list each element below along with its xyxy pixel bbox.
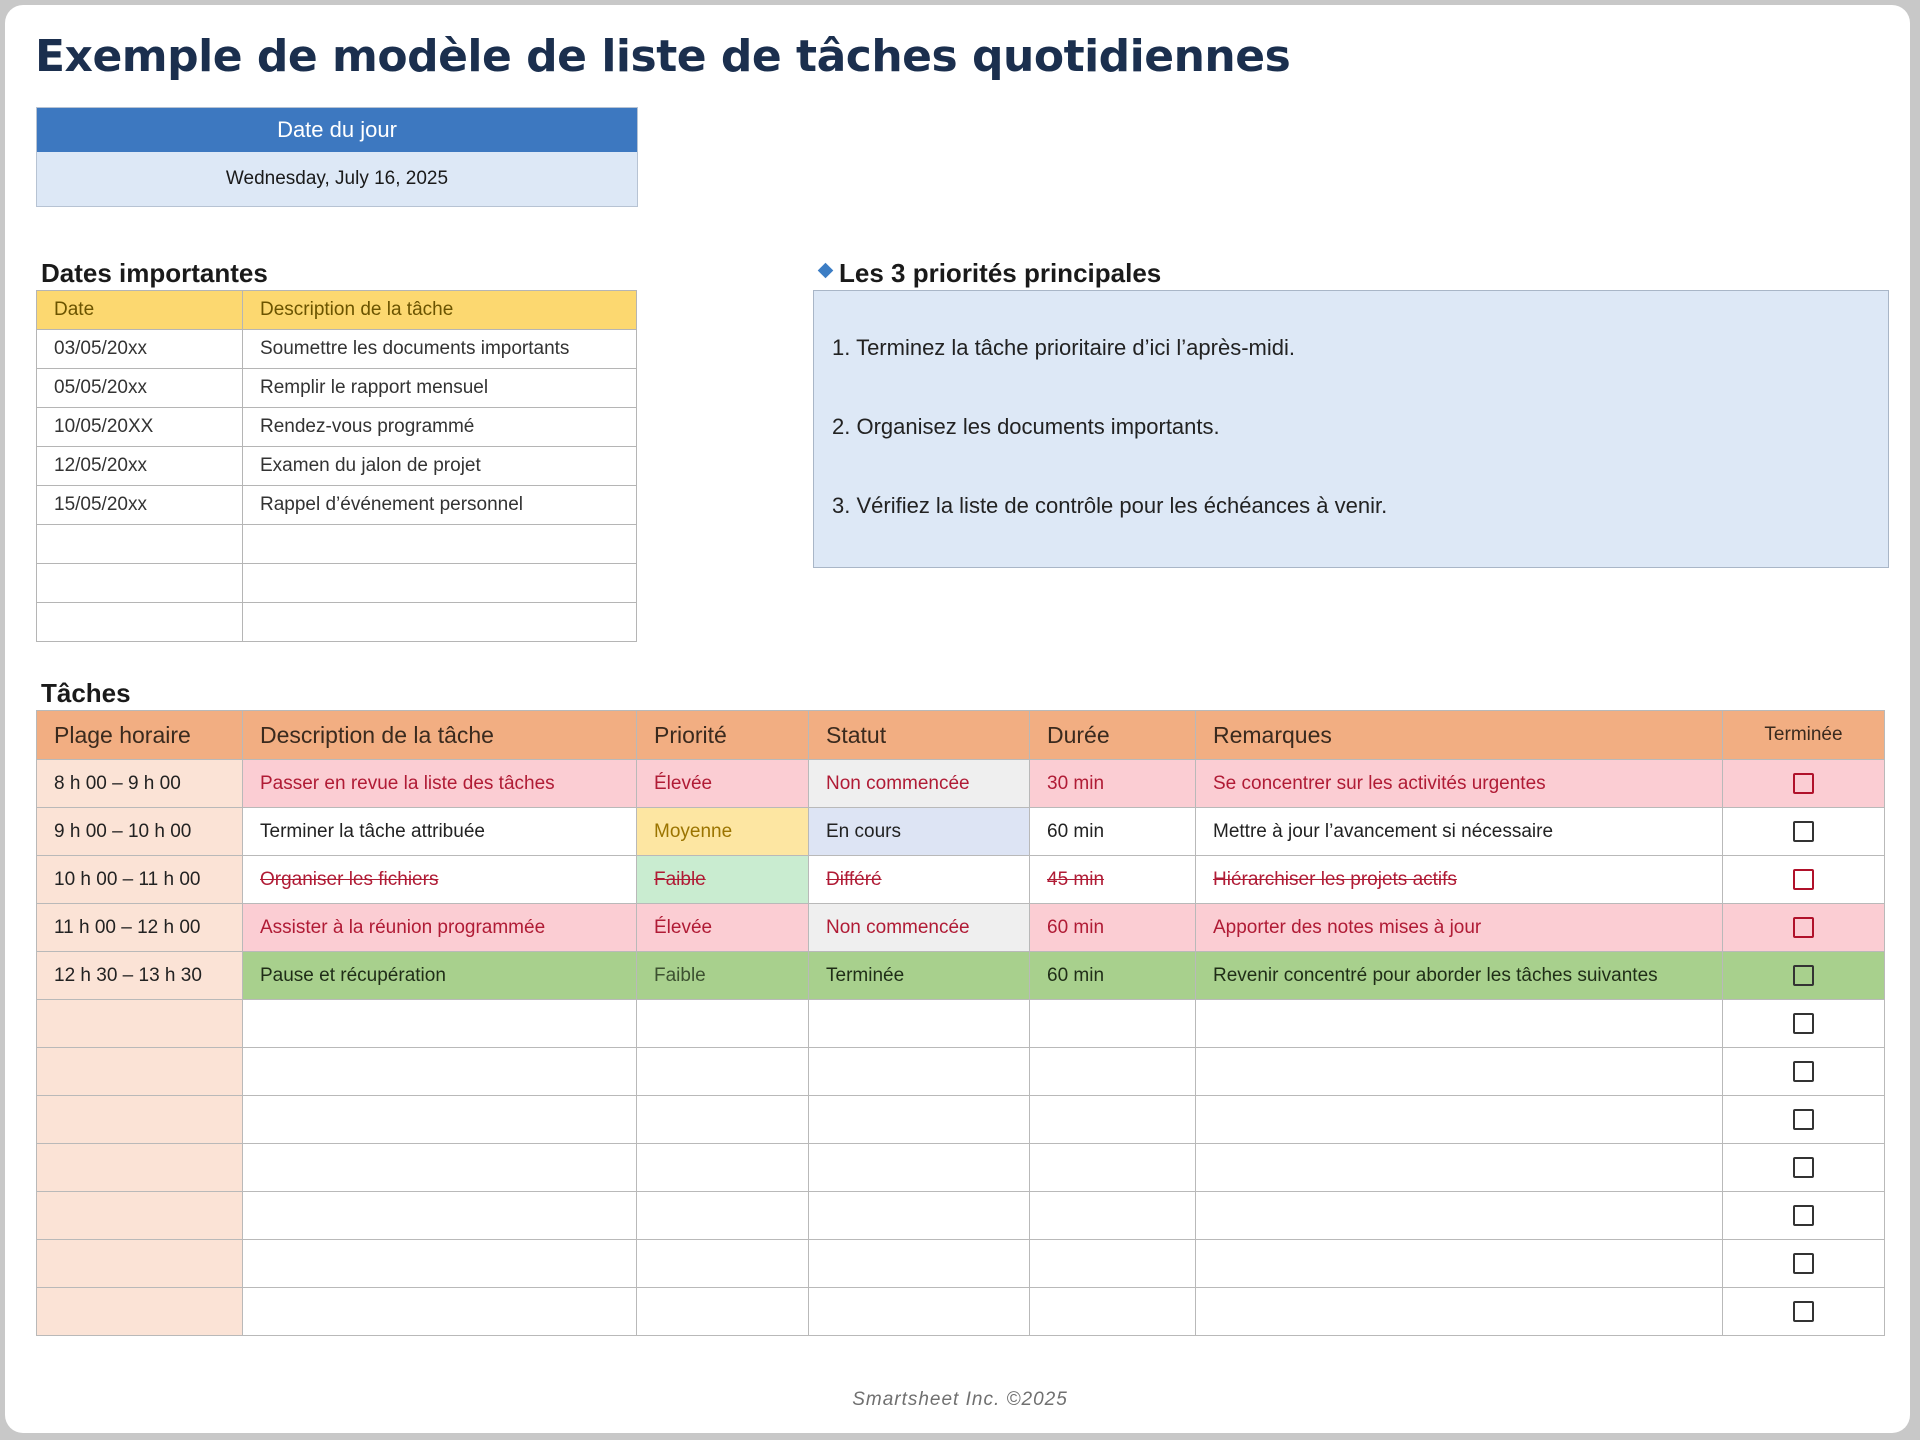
status-cell[interactable]: Différé <box>809 856 1030 904</box>
important-date-cell[interactable] <box>37 603 243 642</box>
tasks-header-cell: Description de la tâche <box>243 711 637 760</box>
task-description-cell[interactable]: Terminer la tâche attribuée <box>243 808 637 856</box>
important-date-row <box>37 486 637 525</box>
task-row <box>37 904 1885 952</box>
status-cell[interactable]: Non commencée <box>809 904 1030 952</box>
tasks-title: Tâches <box>41 678 131 708</box>
important-date-cell[interactable] <box>37 564 243 603</box>
duration-cell[interactable] <box>1030 1288 1196 1336</box>
important-dates-table <box>36 290 637 642</box>
checkbox-icon[interactable] <box>1793 965 1814 986</box>
task-row <box>37 1000 1885 1048</box>
task-description-cell[interactable]: Pause et récupération <box>243 952 637 1000</box>
status-cell[interactable] <box>809 1192 1030 1240</box>
priorities-title <box>820 258 1161 289</box>
priorities-title-text: Les 3 priorités principales <box>839 258 1162 288</box>
task-row <box>37 1240 1885 1288</box>
priority-cell[interactable] <box>637 1048 809 1096</box>
priority-cell[interactable] <box>637 1192 809 1240</box>
time-slot-cell[interactable] <box>37 1288 243 1336</box>
today-date-box <box>36 107 638 207</box>
checkbox-icon[interactable] <box>1793 1109 1814 1130</box>
important-date-row <box>37 369 637 408</box>
tasks-header-cell: Terminée <box>1723 711 1885 760</box>
important-date-row <box>37 525 637 564</box>
checkbox-icon[interactable] <box>1793 1157 1814 1178</box>
important-date-row <box>37 603 637 642</box>
important-date-cell[interactable]: 12/05/20xx <box>37 447 243 486</box>
priority-cell[interactable]: Élevée <box>637 760 809 808</box>
important-date-cell[interactable]: 15/05/20xx <box>37 486 243 525</box>
task-description-cell[interactable] <box>243 1096 637 1144</box>
footer-credit: Smartsheet Inc. ©2025 <box>852 1389 1068 1410</box>
status-cell[interactable] <box>809 1096 1030 1144</box>
task-description-cell[interactable] <box>243 1144 637 1192</box>
priority-cell[interactable] <box>637 1288 809 1336</box>
duration-cell[interactable] <box>1030 1096 1196 1144</box>
checkbox-icon[interactable] <box>1793 1205 1814 1226</box>
time-slot-cell[interactable]: 10 h 00 – 11 h 00 <box>37 856 243 904</box>
important-dates-header-cell: Description de la tâche <box>243 291 637 330</box>
important-date-description-cell[interactable] <box>243 564 637 603</box>
diamond-icon <box>818 263 834 279</box>
important-date-description-cell[interactable]: Rendez-vous programmé <box>243 408 637 447</box>
time-slot-cell[interactable] <box>37 1096 243 1144</box>
notes-cell[interactable] <box>1196 1048 1723 1096</box>
status-cell[interactable] <box>809 1288 1030 1336</box>
important-dates-header-cell: Date <box>37 291 243 330</box>
tasks-header-cell: Plage horaire <box>37 711 243 760</box>
important-dates-header-row <box>37 291 637 330</box>
important-date-row <box>37 330 637 369</box>
notes-cell[interactable]: Se concentrer sur les activités urgentes <box>1196 760 1723 808</box>
priority-cell[interactable]: Faible <box>637 856 809 904</box>
duration-cell[interactable]: 30 min <box>1030 760 1196 808</box>
duration-cell[interactable]: 60 min <box>1030 952 1196 1000</box>
duration-cell[interactable] <box>1030 1192 1196 1240</box>
task-description-cell[interactable]: Assister à la réunion programmée <box>243 904 637 952</box>
duration-cell[interactable] <box>1030 1240 1196 1288</box>
task-row <box>37 952 1885 1000</box>
checkbox-icon[interactable] <box>1793 1061 1814 1082</box>
time-slot-cell[interactable]: 12 h 30 – 13 h 30 <box>37 952 243 1000</box>
task-description-cell[interactable]: Organiser les fichiers <box>243 856 637 904</box>
status-cell[interactable] <box>809 1144 1030 1192</box>
time-slot-cell[interactable] <box>37 1048 243 1096</box>
priority-cell[interactable]: Faible <box>637 952 809 1000</box>
page-title: Exemple de modèle de liste de tâches quotidiennes <box>35 31 1291 82</box>
task-description-cell[interactable] <box>243 1240 637 1288</box>
task-row <box>37 1144 1885 1192</box>
done-cell <box>1723 1288 1885 1336</box>
important-date-row <box>37 447 637 486</box>
notes-cell[interactable]: Hiérarchiser les projets actifs <box>1196 856 1723 904</box>
task-row <box>37 1096 1885 1144</box>
notes-cell[interactable] <box>1196 1096 1723 1144</box>
tasks-header-cell: Statut <box>809 711 1030 760</box>
duration-cell[interactable]: 45 min <box>1030 856 1196 904</box>
important-date-cell[interactable]: 05/05/20xx <box>37 369 243 408</box>
task-description-cell[interactable] <box>243 1000 637 1048</box>
done-cell <box>1723 760 1885 808</box>
duration-cell[interactable] <box>1030 1048 1196 1096</box>
checkbox-icon[interactable] <box>1793 821 1814 842</box>
done-cell <box>1723 952 1885 1000</box>
today-date-label: Date du jour <box>37 108 637 152</box>
notes-cell[interactable]: Apporter des notes mises à jour <box>1196 904 1723 952</box>
done-cell <box>1723 1000 1885 1048</box>
notes-cell[interactable]: Mettre à jour l’avancement si nécessaire <box>1196 808 1723 856</box>
status-cell[interactable]: Terminée <box>809 952 1030 1000</box>
time-slot-cell[interactable]: 11 h 00 – 12 h 00 <box>37 904 243 952</box>
priority-item-1: 1. Terminez la tâche prioritaire d’ici l’après-midi. <box>832 335 1295 360</box>
priorities-box[interactable] <box>813 290 1889 568</box>
important-date-description-cell[interactable]: Rappel d’événement personnel <box>243 486 637 525</box>
checkbox-icon[interactable] <box>1793 869 1814 890</box>
done-cell <box>1723 1048 1885 1096</box>
status-cell[interactable] <box>809 1240 1030 1288</box>
today-date-value[interactable]: Wednesday, July 16, 2025 <box>37 152 637 206</box>
task-description-cell[interactable]: Passer en revue la liste des tâches <box>243 760 637 808</box>
priority-cell[interactable]: Élevée <box>637 904 809 952</box>
priority-cell[interactable] <box>637 1000 809 1048</box>
notes-cell[interactable]: Revenir concentré pour aborder les tâches suivantes <box>1196 952 1723 1000</box>
tasks-header-cell: Durée <box>1030 711 1196 760</box>
time-slot-cell[interactable]: 9 h 00 – 10 h 00 <box>37 808 243 856</box>
notes-cell[interactable] <box>1196 1192 1723 1240</box>
tasks-header-cell: Remarques <box>1196 711 1723 760</box>
priority-cell[interactable] <box>637 1096 809 1144</box>
important-date-description-cell[interactable]: Examen du jalon de projet <box>243 447 637 486</box>
important-date-description-cell[interactable]: Remplir le rapport mensuel <box>243 369 637 408</box>
time-slot-cell[interactable] <box>37 1192 243 1240</box>
task-row <box>37 1192 1885 1240</box>
task-description-cell[interactable] <box>243 1048 637 1096</box>
done-cell <box>1723 904 1885 952</box>
important-dates-title: Dates importantes <box>41 258 268 288</box>
status-cell[interactable]: En cours <box>809 808 1030 856</box>
task-row <box>37 1048 1885 1096</box>
done-cell <box>1723 1192 1885 1240</box>
checkbox-icon[interactable] <box>1793 1301 1814 1322</box>
status-cell[interactable]: Non commencée <box>809 760 1030 808</box>
status-cell[interactable] <box>809 1000 1030 1048</box>
done-cell <box>1723 856 1885 904</box>
checkbox-icon[interactable] <box>1793 1253 1814 1274</box>
priority-item-3: 3. Vérifiez la liste de contrôle pour les échéances à venir. <box>832 493 1388 518</box>
duration-cell[interactable] <box>1030 1000 1196 1048</box>
done-cell <box>1723 1240 1885 1288</box>
priority-item-2: 2. Organisez les documents importants. <box>832 414 1220 439</box>
duration-cell[interactable]: 60 min <box>1030 904 1196 952</box>
done-cell <box>1723 808 1885 856</box>
notes-cell[interactable] <box>1196 1288 1723 1336</box>
checkbox-icon[interactable] <box>1793 917 1814 938</box>
tasks-header-cell: Priorité <box>637 711 809 760</box>
important-date-description-cell[interactable] <box>243 525 637 564</box>
task-row <box>37 1288 1885 1336</box>
checkbox-icon[interactable] <box>1793 1013 1814 1034</box>
task-description-cell[interactable] <box>243 1288 637 1336</box>
done-cell <box>1723 1096 1885 1144</box>
time-slot-cell[interactable] <box>37 1240 243 1288</box>
status-cell[interactable] <box>809 1048 1030 1096</box>
priority-cell[interactable]: Moyenne <box>637 808 809 856</box>
tasks-header-row <box>37 711 1885 760</box>
done-cell <box>1723 1144 1885 1192</box>
important-date-cell[interactable] <box>37 525 243 564</box>
priority-cell[interactable] <box>637 1240 809 1288</box>
priority-cell[interactable] <box>637 1144 809 1192</box>
notes-cell[interactable] <box>1196 1000 1723 1048</box>
important-date-description-cell[interactable]: Soumettre les documents importants <box>243 330 637 369</box>
duration-cell[interactable] <box>1030 1144 1196 1192</box>
time-slot-cell[interactable]: 8 h 00 – 9 h 00 <box>37 760 243 808</box>
important-date-description-cell[interactable] <box>243 603 637 642</box>
important-date-row <box>37 564 637 603</box>
template-sheet <box>5 5 1910 1433</box>
notes-cell[interactable] <box>1196 1144 1723 1192</box>
checkbox-icon[interactable] <box>1793 773 1814 794</box>
important-date-row <box>37 408 637 447</box>
time-slot-cell[interactable] <box>37 1000 243 1048</box>
task-description-cell[interactable] <box>243 1192 637 1240</box>
task-row <box>37 856 1885 904</box>
task-row <box>37 808 1885 856</box>
duration-cell[interactable]: 60 min <box>1030 808 1196 856</box>
important-date-cell[interactable]: 10/05/20XX <box>37 408 243 447</box>
tasks-table <box>36 710 1885 1336</box>
time-slot-cell[interactable] <box>37 1144 243 1192</box>
task-row <box>37 760 1885 808</box>
notes-cell[interactable] <box>1196 1240 1723 1288</box>
important-date-cell[interactable]: 03/05/20xx <box>37 330 243 369</box>
